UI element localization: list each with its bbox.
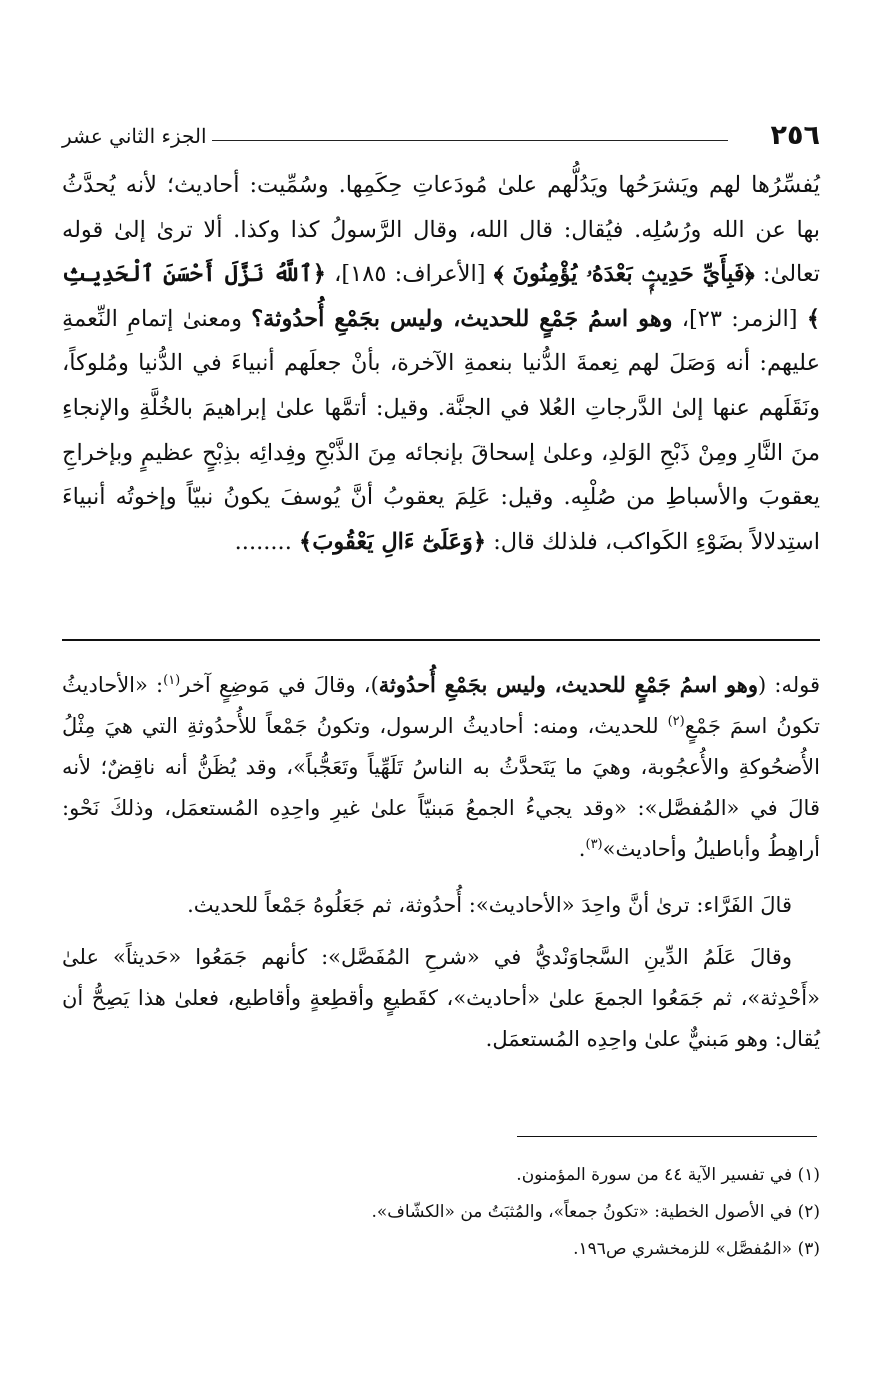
verse-1-reference: [الأعراف: ١٨٥]، — [334, 261, 486, 288]
footnote-divider — [517, 1136, 817, 1137]
header-rule — [212, 140, 728, 141]
commentary-paragraph-3: وقالَ عَلَمُ الدِّينِ السَّجاوَنْديُّ في «شرحِ المُفَصَّل»: كأنهم جَمَعُوا «حَديثاً» علىٰ «أَحْدِثة»، ثم جَمَعُوا الجمعَ علىٰ «أحاديث»، كقَطيعٍ وأقطِعةٍ وأقاطيع، فعلىٰ هذا يَصِحُّ أن يُقال: وهو مَبنيٌّ علىٰ واحِدِه المُستعمَل. — [62, 945, 820, 1051]
main-text — [62, 163, 820, 564]
footnote-ref-1[interactable]: (١) — [163, 673, 181, 688]
footnote-1: (١) في تفسير الآية ٤٤ من سورة المؤمنون. — [516, 1165, 820, 1185]
section-divider — [62, 639, 820, 641]
running-title: الجزء الثاني عشر — [62, 124, 207, 148]
main-text-intro: يُفسِّرُها لهم ويَشرَحُها ويَدُلُّهم علىٰ مُودَعاتِ حِكَمِها. وسُمِّيت: أحاديث؛ لأنه يُحدَّثُ بها عن الله ورُسُلِه. فيُقال: قال الله، وقال الرَّسولُ كذا وكذا. ألا ترىٰ إلىٰ قوله تعالىٰ: — [62, 172, 821, 288]
commentary-text: : «الأحاديثُ تكونُ اسمَ جَمْعٍ — [62, 673, 820, 738]
quran-verse-3: ﴿وَعَلَىٰٓ ءَالِ يَعْقُوبَ﴾ — [299, 528, 487, 555]
page-header — [62, 118, 820, 158]
footnote-ref-2[interactable]: (٢) — [667, 714, 685, 729]
verse-2-reference: [الزمر: ٢٣]، — [681, 305, 798, 332]
commentary-text: قوله: ( — [758, 673, 821, 697]
commentary-paragraph-1 — [62, 664, 820, 870]
quran-verse-1: ﴿فَبِأَيِّ حَدِيثٍۭ بَعْدَهُۥ يُؤْمِنُونَ ﴾ — [493, 261, 755, 288]
footnote-ref-3[interactable]: (٣) — [585, 837, 603, 852]
commentary-text: للحديث، ومنه: أحاديثُ الرسول، وتكونُ جَمْعاً للأُحدُوثةِ التي هيَ مِثْلُ الأُضحُوكةِ والأُعجُوبة، وهيَ ما يَتَحدَّثُ به الناسُ تَلَهِّياً وتَعَجُّباً»، وقد يُظَنُّ أنه ناقِضٌ؛ لأنه قالَ في «المُفصَّل»: «وقد يجيءُ الجمعُ مَبنيّاً علىٰ غيرِ واحِدِه المُستعمَل، وذلكَ نَحْو: أراهِطُ وأباطيلُ وأحاديث» — [62, 714, 820, 861]
main-text-body: ومعنىٰ إتمامِ النِّعمةِ عليهم: أنه وَصَلَ لهم نِعمةَ الدُّنيا بنعمةِ الآخرة، بأنْ جعلَهم أنبياءَ في الدُّنيا ومُلوكاً، ونَقَلَهم عنها إلىٰ الدَّرجاتِ العُلا في الجنَّة. وقيل: أتمَّها علىٰ إبراهيمَ بالخُلَّةِ والإنجاءِ منَ النَّارِ ومِنْ ذَبْحِ الوَلدِ، وعلىٰ إسحاقَ بإنجائه مِنَ الذَّبْحِ وفِدائِه بذِبْحٍ عظيمٍ وبإخراجِ يعقوبَ والأسباطِ من صُلْبِه. وقيل: عَلِمَ يعقوبُ أنَّ يُوسفَ يكونُ نبيّاً وإخوتُه أنبياءَ استِدلالاً بضَوْءِ الكَواكب، فلذلك قال: — [62, 305, 820, 555]
commentary-paragraph-2: قالَ الفَرَّاء: ترىٰ أنَّ واحِدَ «الأحاديث»: أُحدُوثة، ثم جَعَلُوهُ جَمْعاً للحديث. — [187, 893, 792, 917]
footnote-2: (٢) في الأصول الخطية: «تكونُ جمعاً»، والمُثبَتُ من «الكشّاف». — [371, 1202, 820, 1222]
commentary-text: . — [578, 837, 586, 861]
commentary-text: )، وقالَ في مَوضِعٍ آخر — [180, 673, 379, 697]
quran-verse-2: ﴿ٱللَّهُ نَزَّلَ أَحْسَنَ ٱلْحَدِيثِ ﴾ — [62, 261, 821, 332]
commented-phrase: وهو اسمُ جَمْعٍ للحديث، وليس بجَمْعِ أُحدُوثة؟ — [251, 305, 673, 332]
main-paragraph — [62, 163, 820, 564]
footnotes — [62, 1157, 820, 1268]
quoted-phrase: وهو اسمُ جَمْعٍ للحديث، وليس بجَمْعِ أُحدُوثة — [378, 672, 759, 697]
footnote-3: (٣) «المُفصَّل» للزمخشري ص١٩٦. — [573, 1239, 820, 1259]
continuation-dots: ........ — [234, 528, 292, 555]
commentary — [62, 664, 820, 1071]
page-number: ٢٥٦ — [770, 120, 820, 151]
